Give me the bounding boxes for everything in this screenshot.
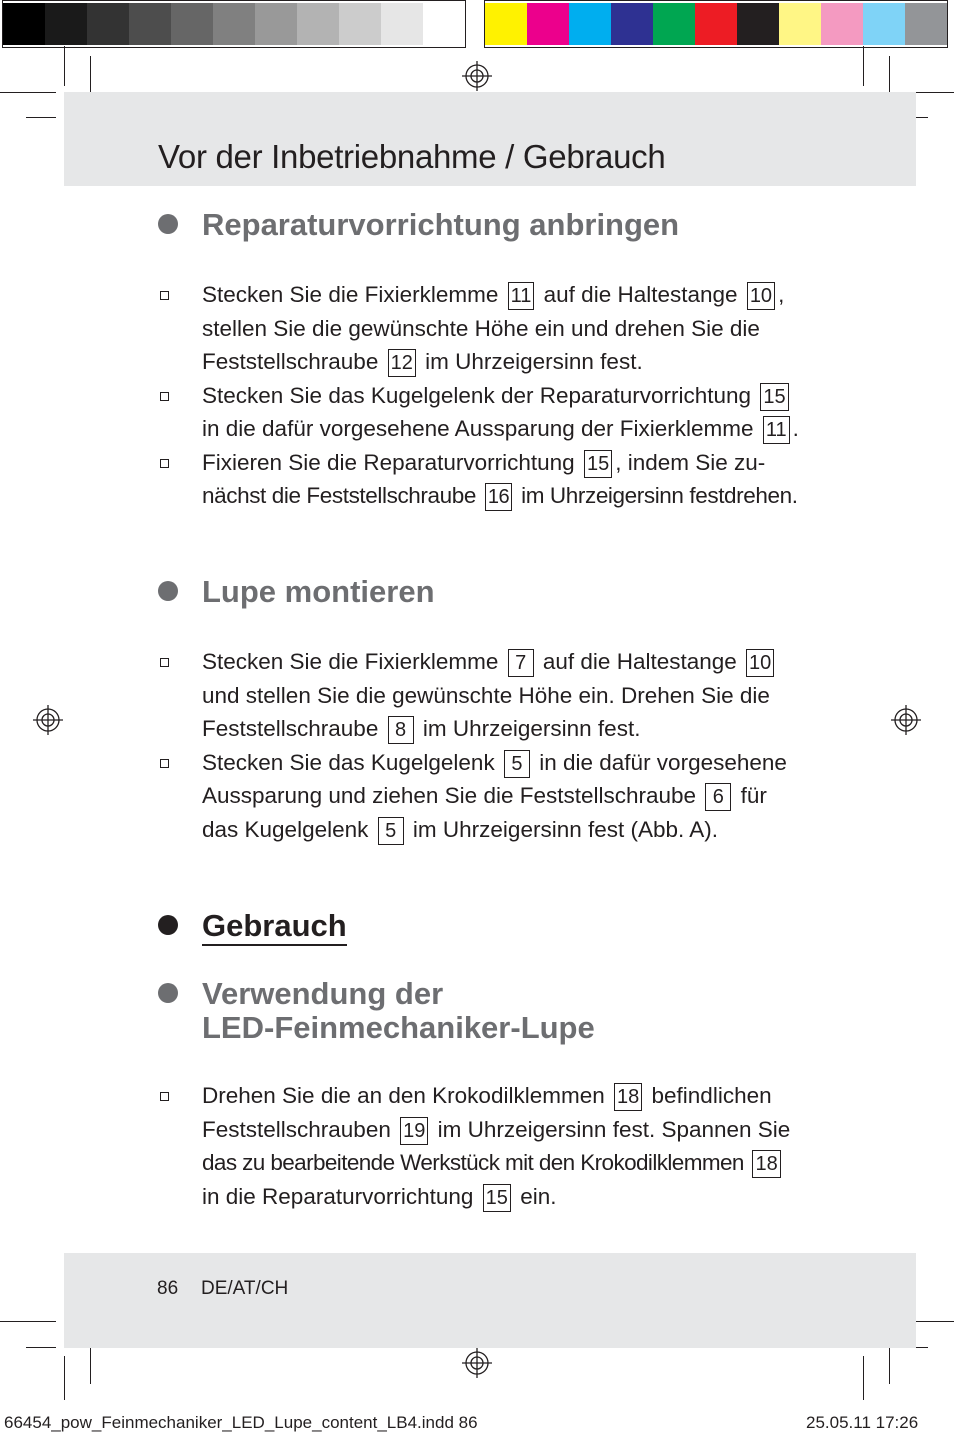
- step-line: nächst die Feststellschraube 16 im Uhrzeigersinn festdrehen.: [202, 479, 808, 513]
- gray-swatch: [213, 3, 255, 45]
- list-item: [158, 645, 808, 746]
- step-line: Drehen Sie die an den Krokodilklemmen 18 befindlichen: [202, 1079, 808, 1113]
- step-line: Feststellschrauben 19 im Uhrzeigersinn fest. Spannen Sie: [202, 1113, 808, 1147]
- step-line: Fixieren Sie die Reparaturvorrichtung 15 , indem Sie zu-: [202, 446, 808, 480]
- section-heading-text: Lupe montieren: [202, 574, 435, 609]
- gray-swatch: [129, 3, 171, 45]
- color-swatch: [485, 3, 527, 45]
- bullet-icon: [158, 214, 178, 234]
- part-reference: 8: [388, 716, 414, 744]
- section-heading-verwendung: [158, 977, 595, 1045]
- crop-mark: [863, 46, 864, 86]
- part-reference: 7: [508, 649, 534, 677]
- print-slug-timestamp: 25.05.11 17:26: [806, 1413, 919, 1432]
- page-number: 86: [157, 1278, 179, 1299]
- process-color-calibration-bar: [484, 0, 948, 48]
- gray-swatch: [423, 3, 465, 45]
- checkbox-square-icon: [160, 459, 169, 468]
- part-reference: 11: [508, 282, 535, 310]
- section-heading-text: Verwendung der LED-Feinmechaniker-Lupe: [202, 976, 595, 1045]
- part-reference: 5: [504, 750, 530, 778]
- part-reference: 15: [584, 450, 612, 478]
- grayscale-calibration-bar: [2, 0, 466, 48]
- part-reference: 10: [746, 649, 774, 677]
- crop-mark: [0, 92, 56, 93]
- part-reference: 6: [705, 783, 731, 811]
- part-reference: 10: [747, 282, 775, 310]
- color-swatch: [863, 3, 905, 45]
- gray-swatch: [297, 3, 339, 45]
- list-item: [158, 379, 808, 446]
- crop-mark: [26, 1347, 56, 1348]
- list-item: [158, 1079, 808, 1213]
- registration-mark-icon: [462, 61, 492, 91]
- crop-mark: [64, 46, 65, 86]
- verwendung-steps-list: [158, 1079, 808, 1213]
- crop-mark: [26, 117, 56, 118]
- bullet-icon: [158, 581, 178, 601]
- gray-swatch: [45, 3, 87, 45]
- checkbox-square-icon: [160, 291, 169, 300]
- list-item: [158, 278, 808, 379]
- registration-mark-icon: [462, 1348, 492, 1378]
- footer-band: [64, 1253, 916, 1348]
- part-reference: 15: [483, 1184, 511, 1212]
- checkbox-square-icon: [160, 658, 169, 667]
- registration-mark-icon: [891, 705, 921, 735]
- section-heading-reparaturvorrichtung: [158, 208, 679, 242]
- step-line: und stellen Sie die gewünschte Höhe ein. Drehen Sie die: [202, 682, 770, 708]
- color-swatch: [611, 3, 653, 45]
- step-line: stellen Sie die gewünschte Höhe ein und drehen Sie die: [202, 315, 760, 341]
- crop-mark: [863, 1356, 864, 1400]
- step-line: Stecken Sie die Fixierklemme 11 auf die Haltestange 10 ,: [202, 278, 808, 312]
- part-reference: 15: [760, 383, 788, 411]
- step-line: in die Reparaturvorrichtung 15 ein.: [202, 1180, 808, 1214]
- part-reference: 12: [388, 349, 416, 377]
- section-heading-gebrauch: [158, 909, 347, 946]
- gray-swatch: [381, 3, 423, 45]
- step-line: Feststellschraube 12 im Uhrzeigersinn fest.: [202, 345, 808, 379]
- checkbox-square-icon: [160, 392, 169, 401]
- color-swatch: [779, 3, 821, 45]
- list-item: [158, 446, 808, 513]
- color-swatch: [737, 3, 779, 45]
- step-line: Aussparung und ziehen Sie die Feststellschraube 6 für: [202, 779, 808, 813]
- step-line: das zu bearbeitende Werkstück mit den Krokodilklemmen 18: [202, 1146, 808, 1180]
- step-line: in die dafür vorgesehene Aussparung der Fixierklemme 11 .: [202, 412, 808, 446]
- part-reference: 19: [400, 1117, 428, 1145]
- color-swatch: [821, 3, 863, 45]
- step-line: Stecken Sie das Kugelgelenk der Reparaturvorrichtung 15: [202, 379, 808, 413]
- color-swatch: [905, 3, 947, 45]
- country-codes: DE/AT/CH: [201, 1278, 289, 1299]
- gray-swatch: [255, 3, 297, 45]
- crop-mark: [0, 1321, 56, 1322]
- bullet-icon: [158, 915, 178, 935]
- gray-swatch: [339, 3, 381, 45]
- part-reference: 16: [485, 483, 512, 511]
- section-heading-text: Gebrauch: [202, 909, 347, 946]
- section-heading-lupe-montieren: [158, 575, 435, 609]
- step-line: Stecken Sie das Kugelgelenk 5 in die dafür vorgesehene: [202, 746, 808, 780]
- section-heading-text: Reparaturvorrichtung anbringen: [202, 207, 680, 242]
- registration-mark-icon: [33, 705, 63, 735]
- checkbox-square-icon: [160, 759, 169, 768]
- color-swatch: [569, 3, 611, 45]
- gray-swatch: [3, 3, 45, 45]
- list-item: [158, 746, 808, 847]
- repair-steps-list: [158, 278, 808, 513]
- step-line: das Kugelgelenk 5 im Uhrzeigersinn fest (Abb. A).: [202, 813, 808, 847]
- part-reference: 11: [763, 416, 790, 444]
- color-swatch: [527, 3, 569, 45]
- step-line: Stecken Sie die Fixierklemme 7 auf die Haltestange 10: [202, 645, 808, 679]
- gray-swatch: [87, 3, 129, 45]
- lupe-steps-list: [158, 645, 808, 846]
- gray-swatch: [171, 3, 213, 45]
- checkbox-square-icon: [160, 1092, 169, 1101]
- part-reference: 18: [752, 1150, 780, 1178]
- print-slug-filename: 66454_pow_Feinmechaniker_LED_Lupe_content_LB4.indd 86: [4, 1413, 478, 1432]
- part-reference: 18: [614, 1083, 642, 1111]
- page-title: Vor der Inbetriebnahme / Gebrauch: [158, 138, 666, 175]
- step-line: Feststellschraube 8 im Uhrzeigersinn fest.: [202, 712, 808, 746]
- part-reference: 5: [378, 817, 404, 845]
- color-swatch: [695, 3, 737, 45]
- crop-mark: [64, 1356, 65, 1400]
- color-swatch: [653, 3, 695, 45]
- bullet-icon: [158, 983, 178, 1003]
